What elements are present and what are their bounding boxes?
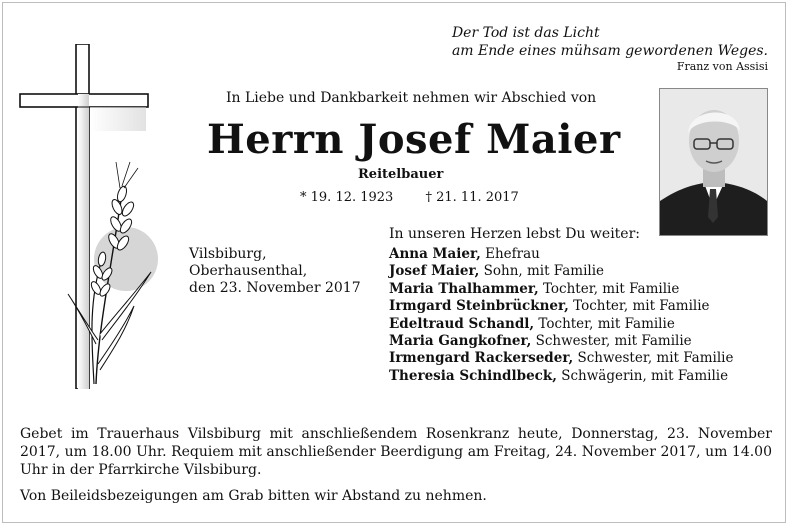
portrait-photo [659, 88, 768, 236]
epigraph-author: Franz von Assisi [676, 60, 768, 73]
intro-text: In Liebe und Dankbarkeit nehmen wir Abschied von [226, 90, 597, 106]
mourners-heading: In unseren Herzen lebst Du weiter: [389, 226, 641, 242]
mourner-row: Irmgard Steinbrückner, Tochter, mit Familie [389, 298, 710, 315]
mourner-row: Maria Gangkofner, Schwester, mit Familie [389, 333, 692, 350]
place-and-date [189, 246, 361, 297]
mourner-row: Maria Thalhammer, Tochter, mit Familie [389, 280, 680, 297]
mourner-row: Edeltraud Schandl, Tochter, mit Familie [389, 315, 675, 332]
epigraph [452, 24, 768, 60]
service-info [20, 425, 772, 513]
deceased-name: Herrn Josef Maier [207, 116, 621, 163]
place-line1: Vilsbiburg, [189, 246, 267, 262]
mourner-row: Theresia Schindlbeck, Schwägerin, mit Familie [389, 367, 729, 384]
epigraph-line2: am Ende eines mühsam gewordenen Weges. [451, 43, 768, 59]
place-line3: den 23. November 2017 [189, 280, 361, 296]
prayer-text: Gebet im Trauerhaus Vilsbiburg mit anschließendem Rosenkranz heute, Donnerstag, 23. November 2017, um 18.00 Uhr. Requiem mit anschließender Beerdigung am Freitag, 24. November 2017, um 14.00 Uhr in der Pfarrkirche Vilsbiburg. [20, 426, 772, 478]
mourner-row: Irmengard Rackerseder, Schwester, mit Familie [389, 350, 734, 367]
life-dates [300, 190, 547, 205]
death-date: † 21. 11. 2017 [425, 190, 519, 205]
mourner-row: Anna Maier, Ehefrau [389, 246, 540, 262]
cross-wheat-icon [16, 44, 161, 389]
mourners-list [389, 246, 733, 385]
birth-date: * 19. 12. 1923 [300, 190, 394, 205]
epigraph-line1: Der Tod ist das Licht [451, 25, 600, 41]
condolence-note: Von Beileidsbezeigungen am Grab bitten wir Abstand zu nehmen. [20, 488, 487, 504]
mourner-row: Josef Maier, Sohn, mit Familie [389, 263, 605, 280]
deceased-nickname: Reitelbauer [358, 167, 444, 182]
place-line2: Oberhausenthal, [189, 263, 308, 279]
